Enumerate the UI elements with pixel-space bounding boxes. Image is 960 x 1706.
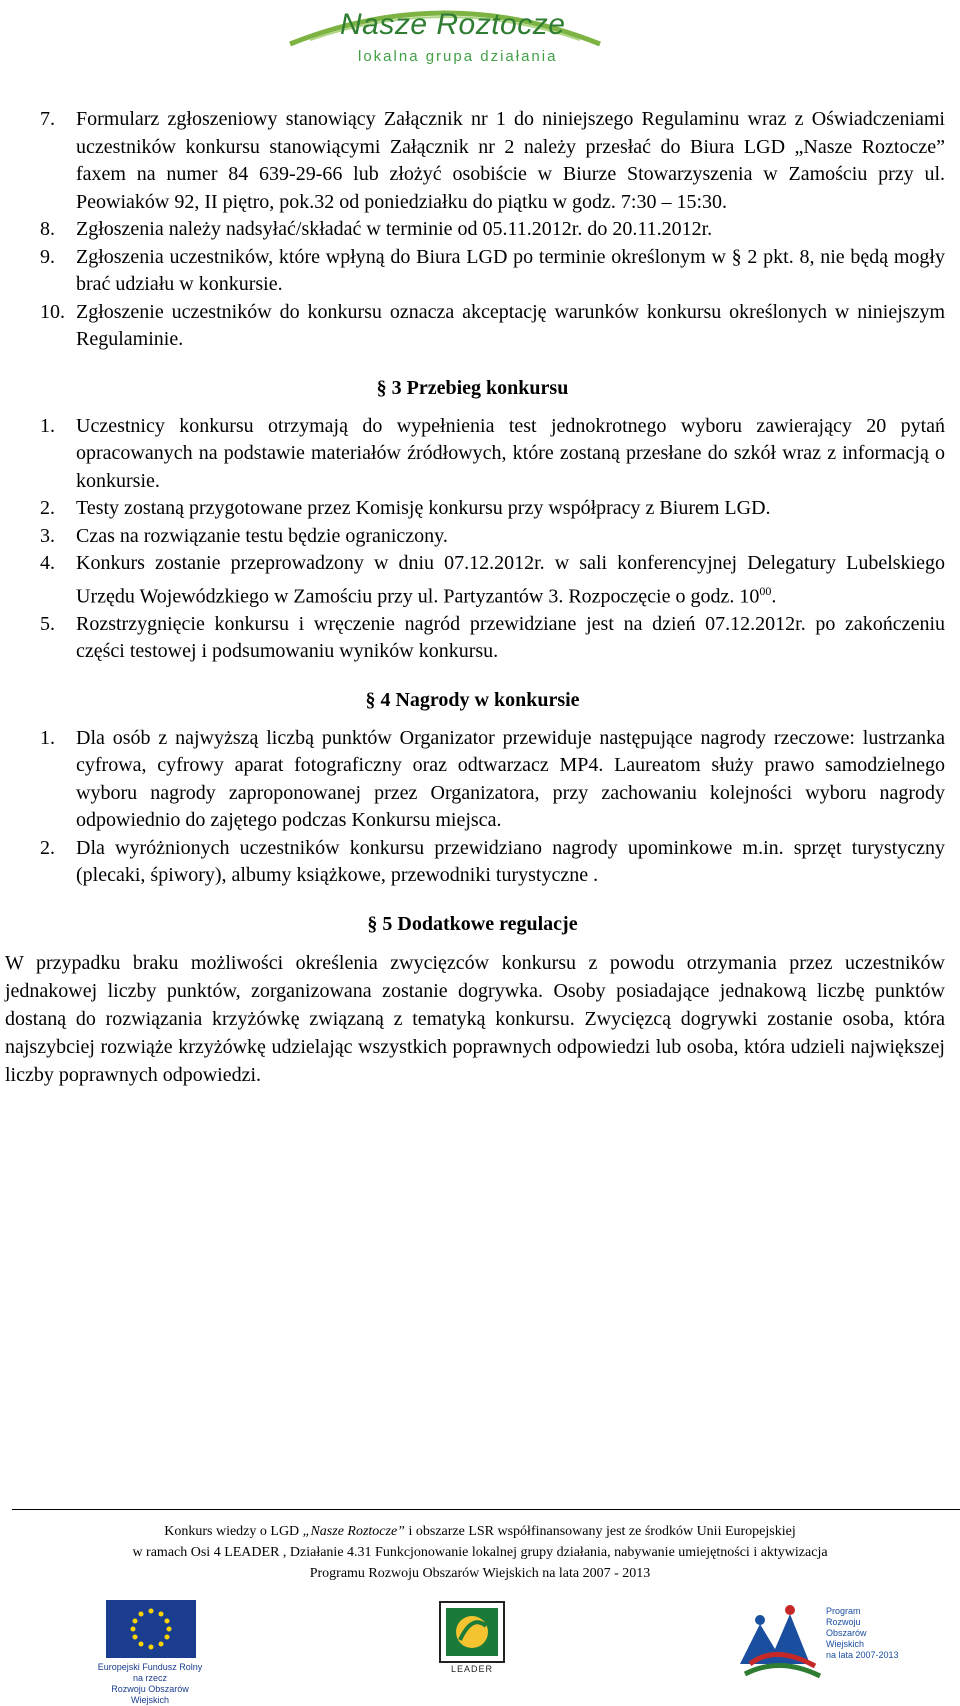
item-text: Zgłoszenie uczestników do konkursu oznacza akceptację warunków konkursu określonych w niniejszym Regulaminie.: [76, 300, 945, 350]
section-title: § 3 Przebieg konkursu: [376, 376, 569, 399]
footer-text: Konkurs wiedzy o LGD „Nasze Roztocze” i obszarze LSR współfinansowany jest ze środków Unii Europejskiej w ramach Osi 4 LEADER , Działanie 4.31 Funkcjonowanie lokalnej grupy działania, nabywanie umiejętności i aktywizacja Programu Rozwoju Obszarów Wiejskich na lata 2007 - 2013: [132, 1524, 828, 1581]
eu-caption: Rozwoju Obszarów Wiejskich: [111, 1684, 189, 1705]
eu-caption: Europejski Fundusz Rolny na rzecz: [97, 1662, 203, 1683]
document-body: [0, 106, 945, 1089]
list-item: [0, 495, 945, 523]
item-number: 1.: [40, 414, 55, 437]
item-number: 1.: [40, 726, 55, 749]
section-title: § 5 Dodatkowe regulacje: [367, 912, 578, 935]
logo-title: Nasze Roztocze: [340, 8, 566, 41]
item-text: Dla wyróżnionych uczestników konkursu przewidziano nagrody upominkowe m.in. sprzęt turystyczny (plecaki, śpiwory), albumy książkowe, przewodniki turystyczne .: [76, 836, 945, 887]
item-text: Zgłoszenia należy nadsyłać/składać w terminie od 05.11.2012r. do 20.11.2012r.: [76, 218, 713, 240]
item-text: Rozstrzygnięcie konkursu i wręczenie nagród przewidziane jest na dzień 07.12.2012r. po zakończeniu części testowej i podsumowaniu wyników konkursu.: [76, 612, 945, 663]
list-item: [0, 216, 945, 244]
list-item: [0, 835, 945, 890]
prow-emblem-icon: [720, 1594, 830, 1686]
item-number: 2.: [40, 836, 55, 859]
section-title: § 4 Nagrody w konkursie: [365, 688, 580, 711]
item-number: 2.: [40, 497, 55, 519]
item-text: Dla osób z najwyższą liczbą punktów Organizator przewiduje następujące nagrody rzeczowe: lustrzanka cyfrowa, cyfrowy aparat fotograficzny oraz odtwarzacz MP4. Laureatom służy prawo samodzielnego wyboru nagrody zaproponowanej przez Organizatora, przy zachowaniu kolejności wyboru nagrody odpowiednio do zajętego podczas Konkursu miejsca.: [76, 726, 945, 832]
item-number: 4.: [40, 552, 55, 574]
item-text: Testy zostaną przygotowane przez Komisję konkursu przy współpracy z Biurem LGD.: [76, 497, 771, 519]
eu-flag-icon: [96, 1600, 204, 1662]
prow-logo: [720, 1594, 910, 1686]
header-logo: [270, 0, 620, 72]
list-item: [0, 299, 945, 354]
list-item: [0, 523, 945, 551]
item-text: Zgłoszenia uczestników, które wpłyną do Biura LGD po terminie określonym w § 2 pkt. 8, nie będą mogły brać udziału w konkursie.: [76, 245, 945, 295]
list-item: [0, 550, 945, 611]
item-number: 7.: [40, 108, 55, 130]
prow-caption: Obszarów: [826, 1628, 867, 1638]
item-text: Czas na rozwiązanie testu będzie ograniczony.: [76, 524, 448, 547]
item-text: Konkurs zostanie przeprowadzony w dniu 07.12.2012r. w sali konferencyjnej Delegatury Lubelskiego Urzędu Wojewódzkiego w Zamościu przy ul. Partyzantów 3. Rozpoczęcie o godz. $10^{00}$.: [76, 552, 945, 608]
list-item: [0, 611, 945, 666]
paragraph: W przypadku braku możliwości określenia zwycięzców konkursu z powodu otrzymania przez uczestników jednakowej liczby punktów, zorganizowana zostanie dogrywka. Osoby posiadające jednakową liczbę punktów dostaną do rozwiązania krzyżówkę związaną z tematyką konkursu. Zwycięzcą dogrywki zostanie osoba, która najszybciej rozwiąże krzyżówkę udzielając wszystkich poprawnych odpowiedzi lub osoba, która udzieli największej liczby poprawnych odpowiedzi.: [5, 951, 945, 1086]
item-text: Formularz zgłoszeniowy stanowiący Załącznik nr 1 do niniejszego Regulaminu wraz z Oświadczeniami uczestników konkursu stanowiącymi Załącznik nr 2 należy przesłać do Biura LGD „Nasze Roztocze” faxem na numer 84 639-29-66 lub złożyć osobiście w Biurze Stowarzyszenia w Zamościu przy ul. Peowiaków 92, II piętro, pok.32 od poniedziałku do piątku w godz. 7:30 – 15:30.: [76, 108, 945, 213]
item-number: 9.: [40, 245, 55, 268]
prow-caption: Rozwoju: [826, 1617, 861, 1627]
item-number: 3.: [40, 524, 55, 547]
list-item: [0, 725, 945, 835]
prow-caption: na lata 2007-2013: [826, 1650, 899, 1660]
item-number: 5.: [40, 612, 55, 635]
leader-logo: [436, 1600, 508, 1678]
list-item: [0, 413, 945, 496]
item-number: 10.: [40, 300, 65, 323]
leader-caption: LEADER: [450, 1664, 493, 1674]
list-item: [0, 106, 945, 216]
footer-divider: [12, 1509, 960, 1510]
leader-emblem-icon: [436, 1600, 508, 1664]
eu-logo: [96, 1600, 204, 1705]
prow-caption: Wiejskich: [826, 1639, 865, 1649]
item-text: Uczestnicy konkursu otrzymają do wypełnienia test jednokrotnego wyboru zawierający 20 pytań opracowanych na podstawie materiałów źródłowych, które zostaną przesłane do szkół wraz z informacją o konkursie.: [76, 414, 945, 492]
logo-subtitle: lokalna grupa działania: [358, 48, 558, 65]
prow-caption: Program: [826, 1606, 861, 1616]
list-item: [0, 244, 945, 299]
item-number: 8.: [40, 218, 55, 240]
